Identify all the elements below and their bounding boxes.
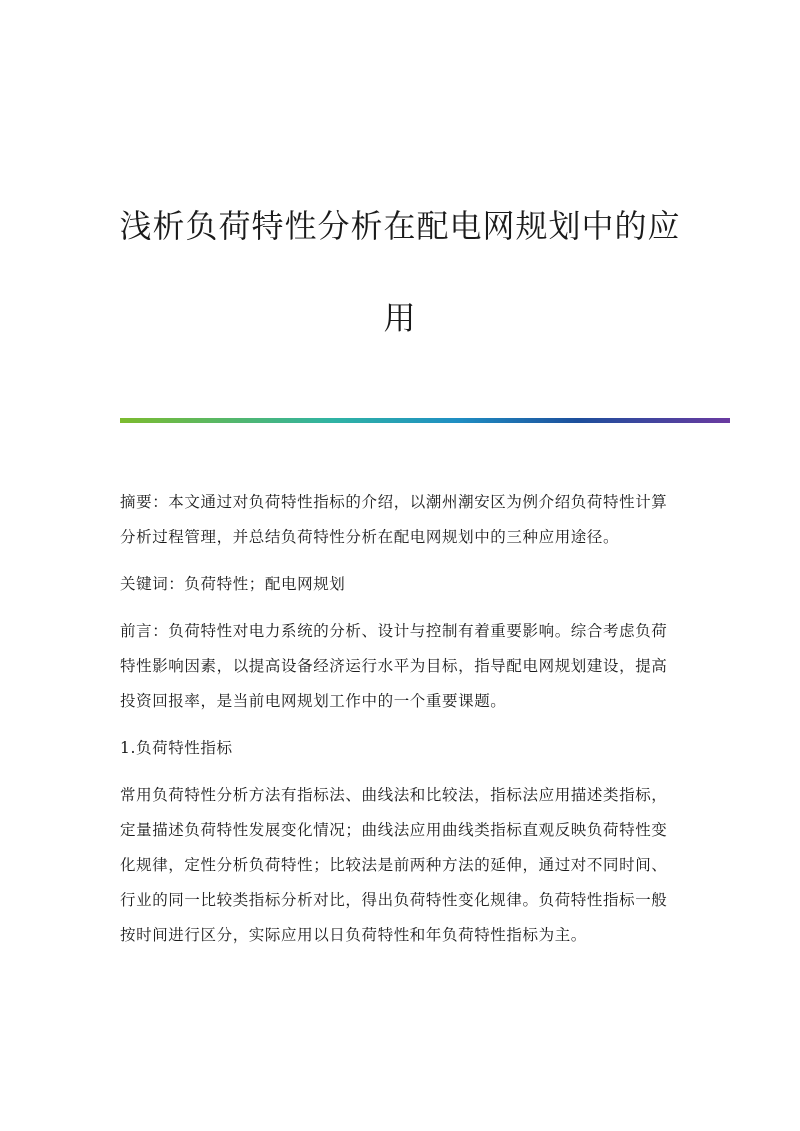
section-heading: 1.负荷特性指标 [120,739,233,757]
section-paragraph: 常用负荷特性分析方法有指标法、曲线法和比较法，指标法应用描述类指标，定量描述负荷特性发展变化情况；曲线法应用曲线类指标直观反映负荷特性变化规律，定性分析负荷特性；比较法是前两种方法的延伸，通过对不同时间、行业的同一比较类指标分析对比，得出负荷特性变化规律。负荷特性指标一般按时间进行区分，实际应用以日负荷特性和年负荷特性指标为主。 [120,786,668,944]
keywords-paragraph: 关键词：负荷特性；配电网规划 [120,575,346,593]
document-body [120,485,680,965]
title-line-1: 浅析负荷特性分析在配电网规划中的应 [119,207,681,245]
abstract-paragraph: 摘要：本文通过对负荷特性指标的介绍，以潮州潮安区为例介绍负荷特性计算分析过程管理，并总结负荷特性分析在配电网规划中的三种应用途径。 [120,493,668,546]
document-title [100,180,700,364]
gradient-divider [120,418,730,423]
preface-paragraph: 前言：负荷特性对电力系统的分析、设计与控制有着重要影响。综合考虑负荷特性影响因素，以提高设备经济运行水平为目标，指导配电网规划建设，提高投资回报率，是当前电网规划工作中的一个重要课题。 [120,622,668,710]
title-line-2: 用 [383,299,417,337]
